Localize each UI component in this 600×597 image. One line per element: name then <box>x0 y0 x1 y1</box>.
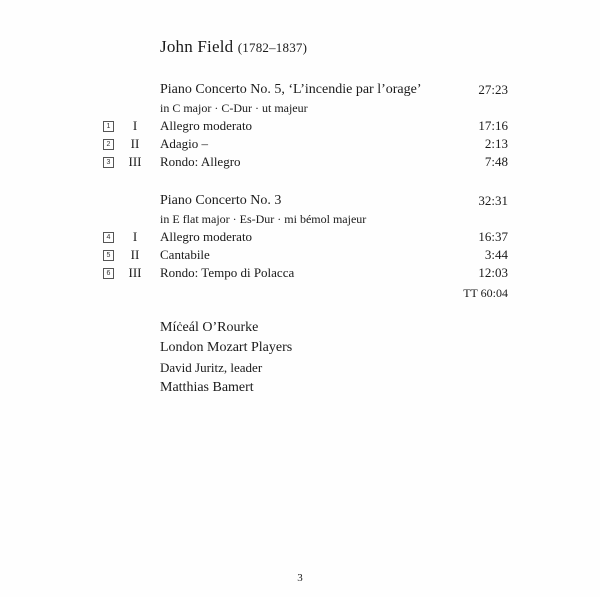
track-number-box: 6 <box>103 268 114 279</box>
track-duration: 16:37 <box>478 229 508 244</box>
movement-number: I <box>132 229 138 244</box>
movement-number: III <box>128 265 142 280</box>
track-duration: 17:16 <box>478 118 508 133</box>
track-number-box: 2 <box>103 139 114 150</box>
movement-number: II <box>130 247 140 262</box>
track-duration: 2:13 <box>484 136 508 151</box>
track-duration: 3:44 <box>484 247 508 262</box>
page-number: 3 <box>297 572 303 584</box>
work-title: Piano Concerto No. 3 <box>160 193 282 208</box>
movement-title: Allegro moderato <box>160 118 253 133</box>
movement-title: Cantabile <box>160 247 210 262</box>
track-duration: 12:03 <box>478 265 508 280</box>
track-row <box>0 229 600 247</box>
track-number-box: 1 <box>103 121 114 132</box>
performer-soloist: Míċeál O’Rourke <box>160 320 259 335</box>
track-row <box>0 265 600 283</box>
movement-number: I <box>132 118 138 133</box>
performer-leader: David Juritz, leader <box>160 360 263 375</box>
movement-title: Rondo: Allegro <box>160 154 241 169</box>
work-duration: 27:23 <box>478 82 508 97</box>
track-row <box>0 247 600 265</box>
track-number-box: 4 <box>103 232 114 243</box>
work-duration: 32:31 <box>478 193 508 208</box>
track-number-box: 3 <box>103 157 114 168</box>
movement-title: Rondo: Tempo di Polacca <box>160 265 295 280</box>
work-key: in E flat major · Es-Dur · mi bémol majeur <box>160 212 367 226</box>
track-row <box>0 136 600 154</box>
track-row <box>0 154 600 172</box>
composer-heading <box>160 37 307 57</box>
performer-conductor: Matthias Bamert <box>160 380 254 395</box>
track-row <box>0 118 600 136</box>
movement-number: III <box>128 154 142 169</box>
work-key: in C major · C-Dur · ut majeur <box>160 101 308 115</box>
track-number-box: 5 <box>103 250 114 261</box>
composer-name: John Field <box>160 37 234 56</box>
composer-dates: (1782–1837) <box>237 40 308 55</box>
movement-title: Allegro moderato <box>160 229 253 244</box>
total-time: TT 60:04 <box>463 286 508 300</box>
movement-number: II <box>130 136 140 151</box>
performers-list <box>160 318 292 398</box>
performer-orchestra: London Mozart Players <box>160 340 293 355</box>
work-title: Piano Concerto No. 5, ‘L’incendie par l’orage’ <box>160 82 422 97</box>
movement-title: Adagio – <box>160 136 209 151</box>
track-duration: 7:48 <box>484 154 508 169</box>
